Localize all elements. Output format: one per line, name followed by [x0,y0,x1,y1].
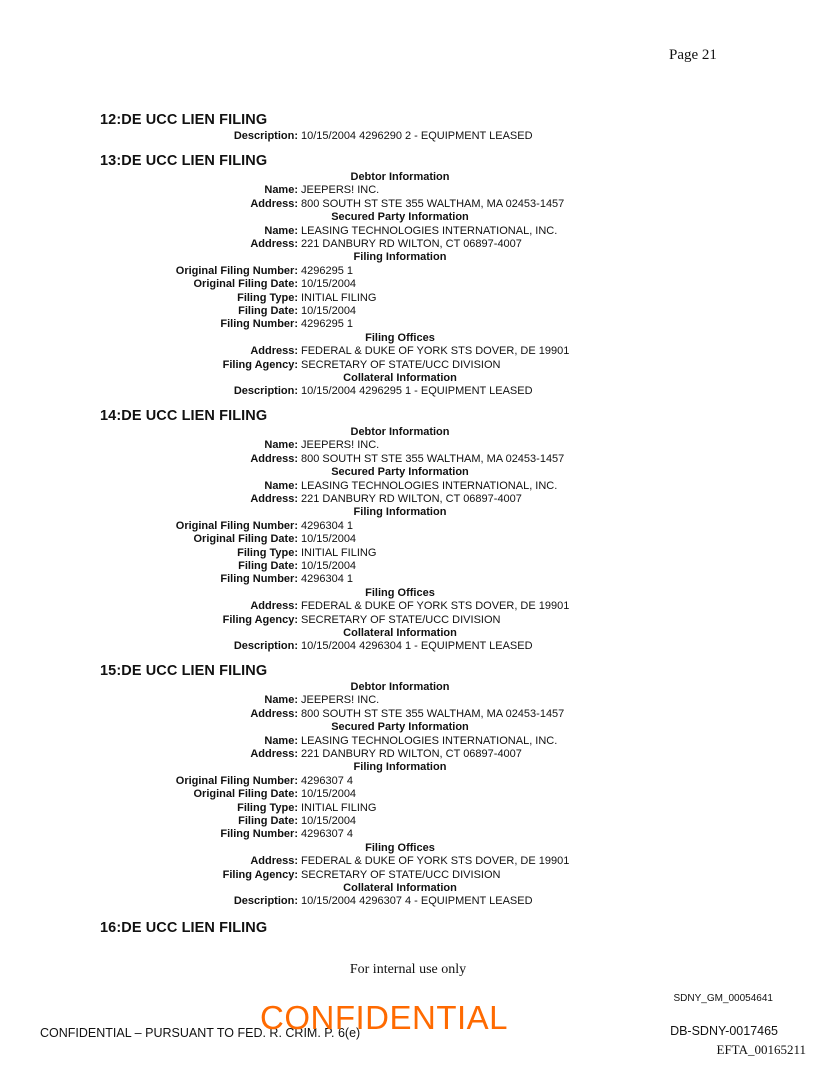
field-value: 10/15/2004 [301,560,357,572]
field-label: Address: [250,748,298,760]
field-value: INITIAL FILING [301,291,377,304]
field-label: Filing Agency: [222,613,298,626]
field-row [0,184,816,197]
field-value: LEASING TECHNOLOGIES INTERNATIONAL, INC. [301,224,558,237]
field-row [0,130,816,143]
field-label: Original Filing Number: [175,519,298,532]
subsection-header-text: Debtor Information [350,426,450,438]
field-label: Address: [250,452,298,465]
field-value: 221 DANBURY RD WILTON, CT 06897-4007 [301,748,522,760]
field-row [0,573,816,586]
field-value: FEDERAL & DUKE OF YORK STS DOVER, DE 19901 [301,855,570,868]
subsection-header [0,211,816,224]
field-value: FEDERAL & DUKE OF YORK STS DOVER, DE 19901 [301,600,570,613]
field-label: Filing Number: [220,828,298,841]
field-row [0,614,816,627]
subsection-header [0,466,816,479]
field-row [0,775,816,788]
field-label: Address: [250,493,298,505]
field-row [0,520,816,533]
bates-number-db: DB-SDNY-0017465 [670,1024,778,1038]
field-value: 800 SOUTH ST STE 355 WALTHAM, MA 02453-1457 [301,197,565,210]
field-row [0,748,816,761]
field-value: SECRETARY OF STATE/UCC DIVISION [301,868,501,881]
field-label: Filing Date: [238,560,298,572]
field-row [0,533,816,546]
subsection-header-text: Filing Offices [365,841,435,854]
field-label: Name: [264,694,298,707]
field-label: Description: [233,130,298,142]
field-label: Filing Number: [220,318,298,331]
field-value: LEASING TECHNOLOGIES INTERNATIONAL, INC. [301,479,558,492]
internal-use-note: For internal use only [349,962,467,977]
subsection-header [0,681,816,694]
section-title: 15:DE UCC LIEN FILING [100,663,268,679]
field-value: 4296295 1 [301,264,353,277]
subsection-header [0,842,816,855]
subsection-header [0,627,816,640]
field-row [0,560,816,573]
field-row [0,640,816,653]
field-value: JEEPERS! INC. [301,694,380,707]
field-value: JEEPERS! INC. [301,184,380,197]
field-value: 10/15/2004 4296290 2 - EQUIPMENT LEASED [301,130,533,142]
subsection-header [0,171,816,184]
subsection-header-text: Filing Offices [365,586,435,599]
section-title: 13:DE UCC LIEN FILING [100,153,268,169]
field-label: Filing Type: [237,546,298,559]
bates-number-gm: SDNY_GM_00054641 [673,993,773,1004]
field-label: Address: [250,197,298,210]
subsection-header-text: Filing Information [353,251,447,264]
field-row [0,802,816,815]
field-label: Address: [250,855,298,868]
field-label: Filing Type: [237,291,298,304]
subsection-header-text: Collateral Information [343,372,457,384]
subsection-header-text: Debtor Information [350,681,450,693]
subsection-header-text: Filing Offices [365,331,435,344]
field-value: 4296307 4 [301,774,353,787]
field-value: JEEPERS! INC. [301,439,380,452]
field-value: INITIAL FILING [301,546,377,559]
field-label: Filing Agency: [222,358,298,371]
field-value: SECRETARY OF STATE/UCC DIVISION [301,358,501,371]
field-label: Address: [250,600,298,613]
field-value: 4296304 1 [301,573,353,586]
field-row [0,869,816,882]
subsection-header [0,761,816,774]
field-value: 800 SOUTH ST STE 355 WALTHAM, MA 02453-1457 [301,452,565,465]
field-row [0,238,816,251]
field-label: Description: [233,640,298,653]
field-row [0,694,816,707]
field-label: Filing Date: [238,815,298,827]
subsection-header-text: Secured Party Information [331,211,469,224]
field-label: Address: [250,707,298,720]
field-label: Name: [264,184,298,197]
field-row [0,453,816,466]
field-value: 10/15/2004 [301,788,357,801]
field-row [0,480,816,493]
field-label: Original Filing Number: [175,264,298,277]
field-label: Name: [264,224,298,237]
confidential-stamp: CONFIDENTIAL [260,999,509,1036]
field-row [0,278,816,291]
field-row [0,198,816,211]
field-value: 10/15/2004 4296307 4 - EQUIPMENT LEASED [301,895,533,908]
field-row [0,735,816,748]
subsection-header [0,506,816,519]
field-row [0,855,816,868]
field-value: 10/15/2004 [301,305,357,317]
field-row [0,439,816,452]
field-label: Original Filing Number: [175,774,298,787]
section-title: 14:DE UCC LIEN FILING [100,408,268,424]
subsection-header-text: Secured Party Information [331,721,469,734]
section-title: 16:DE UCC LIEN FILING [100,920,268,936]
field-value: SECRETARY OF STATE/UCC DIVISION [301,613,501,626]
subsection-header [0,372,816,385]
field-row [0,600,816,613]
field-row [0,547,816,560]
field-label: Filing Number: [220,573,298,586]
field-value: 10/15/2004 [301,533,357,546]
field-value: 10/15/2004 4296304 1 - EQUIPMENT LEASED [301,640,533,653]
field-row [0,815,816,828]
confidential-notice: CONFIDENTIAL – PURSUANT TO FED. R. CRIM. P. 6(e) [40,1026,361,1040]
subsection-header-text: Secured Party Information [331,466,469,479]
field-value: 4296307 4 [301,828,353,841]
field-row [0,265,816,278]
field-row [0,359,816,372]
field-row [0,493,816,506]
field-row [0,708,816,721]
field-label: Name: [264,479,298,492]
field-value: 800 SOUTH ST STE 355 WALTHAM, MA 02453-1457 [301,707,565,720]
bates-number-efta: EFTA_00165211 [716,1042,806,1057]
field-label: Filing Date: [238,305,298,317]
field-value: 221 DANBURY RD WILTON, CT 06897-4007 [301,238,522,250]
field-value: 10/15/2004 [301,278,357,291]
field-label: Name: [264,439,298,452]
field-row [0,895,816,908]
subsection-header [0,332,816,345]
subsection-header-text: Debtor Information [350,171,450,183]
subsection-header [0,882,816,895]
field-label: Original Filing Date: [193,533,298,546]
field-row [0,318,816,331]
field-row [0,345,816,358]
subsection-header [0,721,816,734]
field-label: Filing Type: [237,801,298,814]
field-label: Original Filing Date: [193,278,298,291]
subsection-header [0,251,816,264]
field-label: Description: [233,385,298,398]
field-value: FEDERAL & DUKE OF YORK STS DOVER, DE 19901 [301,345,570,358]
subsection-header-text: Collateral Information [343,627,457,639]
field-label: Original Filing Date: [193,788,298,801]
field-label: Filing Agency: [222,868,298,881]
field-value: 4296295 1 [301,318,353,331]
field-label: Name: [264,734,298,747]
subsection-header [0,426,816,439]
field-value: 10/15/2004 4296295 1 - EQUIPMENT LEASED [301,385,533,398]
field-label: Address: [250,238,298,250]
field-value: 221 DANBURY RD WILTON, CT 06897-4007 [301,493,522,505]
field-label: Description: [233,895,298,908]
field-value: LEASING TECHNOLOGIES INTERNATIONAL, INC. [301,734,558,747]
field-row [0,292,816,305]
subsection-header [0,587,816,600]
field-value: 4296304 1 [301,519,353,532]
field-row [0,788,816,801]
section-title: 12:DE UCC LIEN FILING [100,112,268,128]
page-number: Page 21 [669,47,717,63]
field-value: 10/15/2004 [301,815,357,827]
field-label: Address: [250,345,298,358]
field-row [0,385,816,398]
field-row [0,305,816,318]
field-value: INITIAL FILING [301,801,377,814]
field-row [0,225,816,238]
subsection-header-text: Filing Information [353,506,447,519]
subsection-header-text: Collateral Information [343,882,457,894]
field-row [0,828,816,841]
subsection-header-text: Filing Information [353,761,447,774]
